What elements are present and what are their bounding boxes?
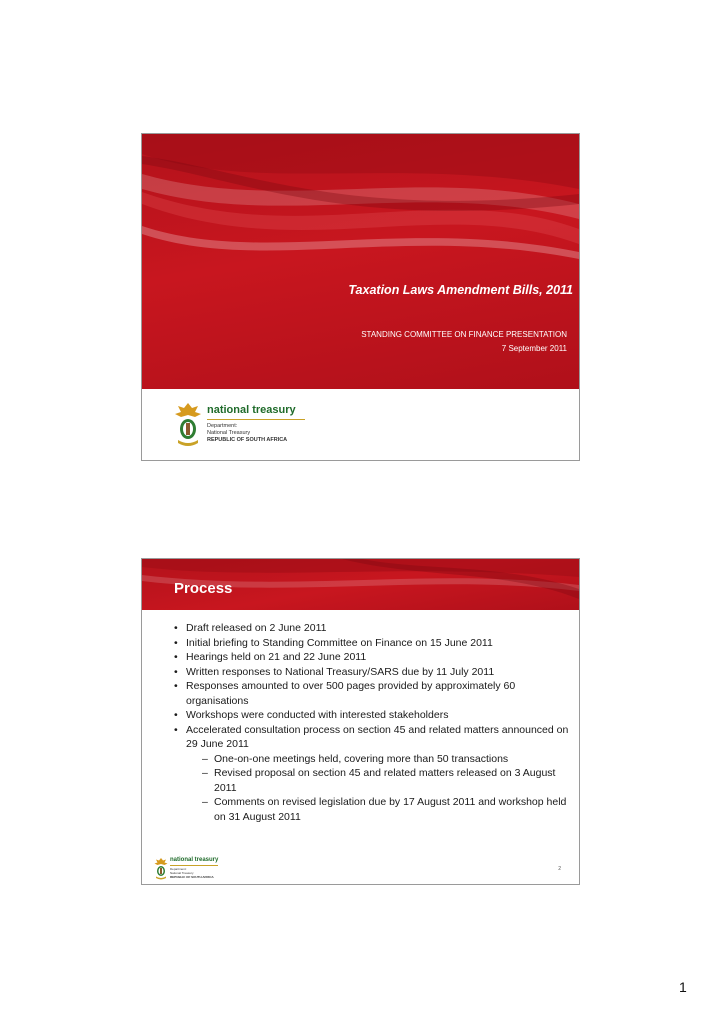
list-item: • Draft released on 2 June 2011 xyxy=(174,622,327,634)
bullet-list xyxy=(174,621,574,824)
list-item: • Written responses to National Treasury/SARS due by 11 July 2011 xyxy=(174,665,495,678)
logo-department-label: Department: xyxy=(170,867,187,871)
sub-list-item: – One-on-one meetings held, covering more than 50 transactions xyxy=(202,752,509,765)
list-item: • Responses amounted to over 500 pages provided by approximately 60 organisations xyxy=(174,680,516,707)
sub-list-item: – Revised proposal on section 45 and related matters released on 3 August 2011 xyxy=(202,767,556,794)
logo-brand-text: national treasury xyxy=(207,404,296,416)
list-item: • Hearings held on 21 and 22 June 2011 xyxy=(174,651,367,663)
coat-of-arms-icon xyxy=(154,857,168,881)
logo-divider xyxy=(170,865,218,866)
process-slide xyxy=(141,558,580,885)
presentation-date: 7 September 2011 xyxy=(501,344,567,353)
process-slide-header xyxy=(142,559,579,610)
list-item: • Accelerated consultation process on section 45 and related matters announced on 29 June 2011 xyxy=(174,723,569,750)
logo-department-name: National Treasury xyxy=(170,871,194,875)
title-slide-banner xyxy=(142,134,579,389)
presentation-title: Taxation Laws Amendment Bills, 2011 xyxy=(348,283,573,297)
slide-title: Process xyxy=(174,580,233,597)
coat-of-arms-icon xyxy=(174,402,202,448)
national-treasury-logo xyxy=(174,402,304,450)
list-item: • Workshops were conducted with interested stakeholders xyxy=(174,709,449,721)
logo-republic: REPUBLIC OF SOUTH AFRICA xyxy=(207,437,288,443)
logo-department-label: Department: xyxy=(207,423,238,429)
presentation-subtitle: STANDING COMMITTEE ON FINANCE PRESENTATION xyxy=(361,330,567,339)
national-treasury-logo-small xyxy=(154,857,224,881)
sub-list-item: – Comments on revised legislation due by 17 August 2011 and workshop held on 31 August 2011 xyxy=(202,796,567,823)
list-item: • Initial briefing to Standing Committee on Finance on 15 June 2011 xyxy=(174,636,493,649)
logo-divider xyxy=(207,419,305,420)
logo-brand-text: national treasury xyxy=(170,857,219,863)
page-number: 1 xyxy=(679,979,687,995)
logo-department-name: National Treasury xyxy=(207,430,251,436)
title-slide xyxy=(141,133,580,461)
logo-republic: REPUBLIC OF SOUTH AFRICA xyxy=(170,875,214,879)
slide-number: 2 xyxy=(558,866,561,872)
